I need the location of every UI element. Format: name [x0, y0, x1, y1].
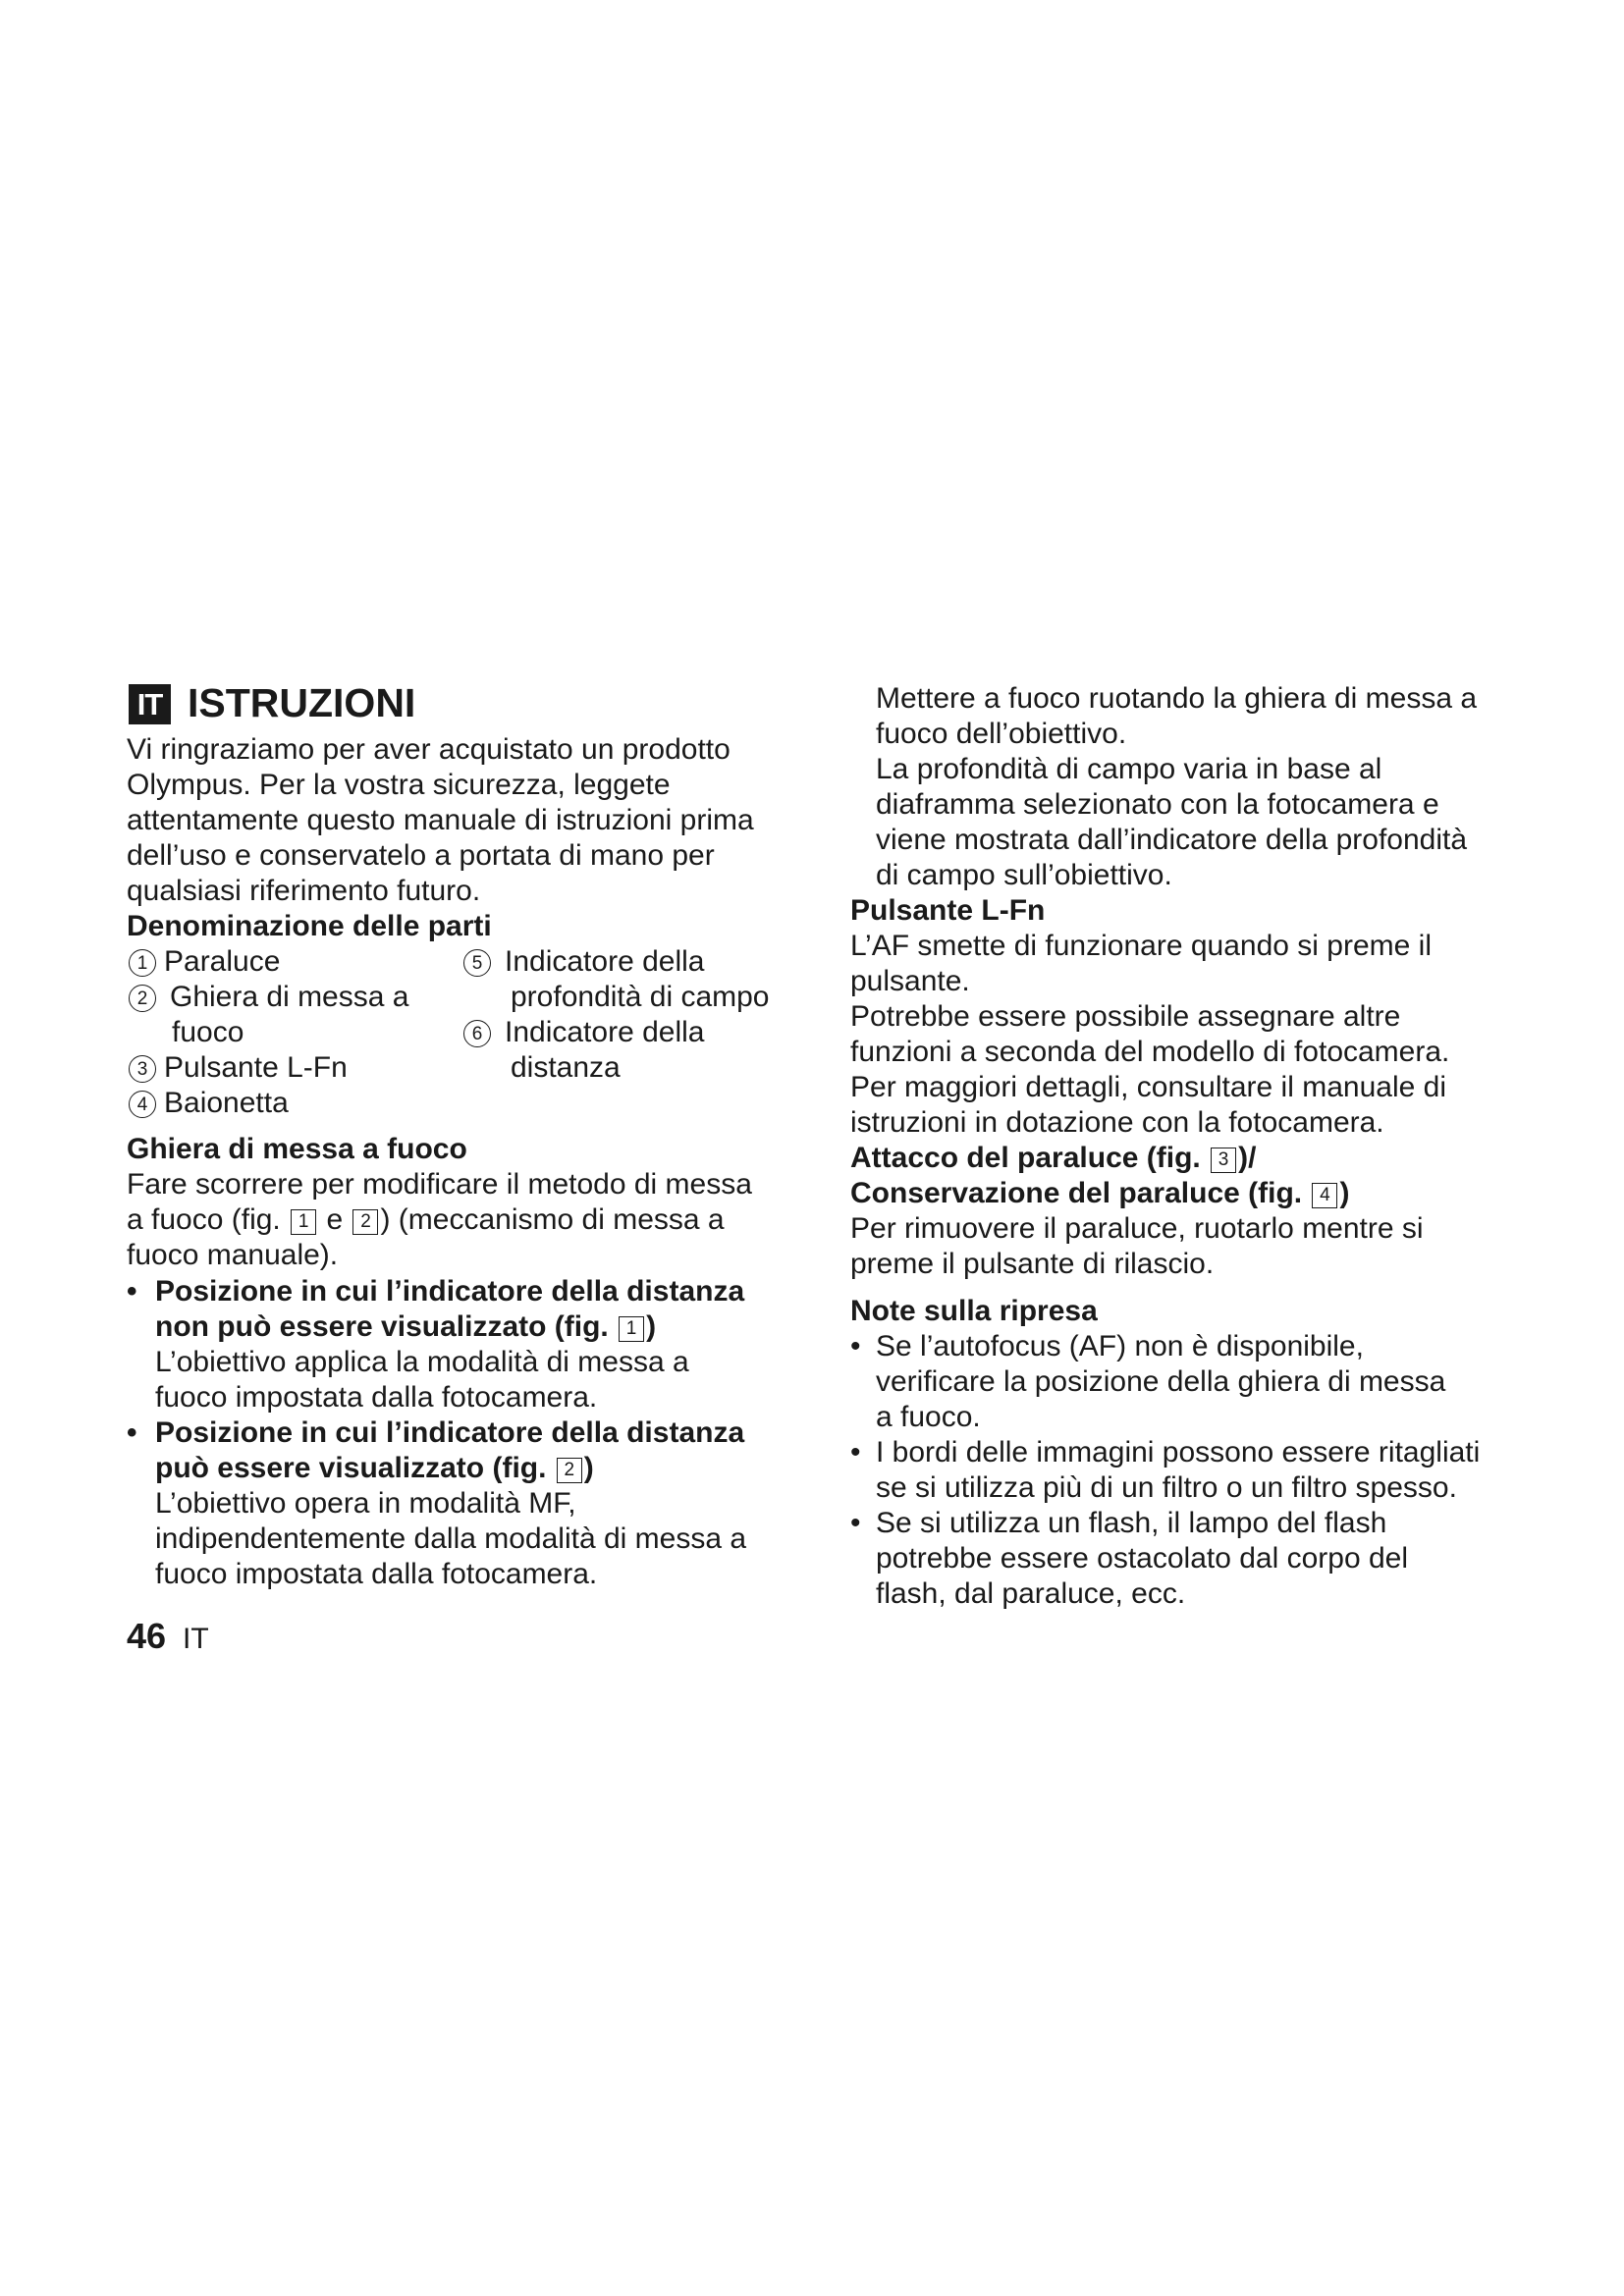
- bullet-body: L’obiettivo applica la modalità di messa a: [155, 1346, 689, 1378]
- text-line: pulsante.: [850, 965, 970, 997]
- intro-line: dell’uso e conservatelo a portata di mano per: [127, 839, 715, 872]
- hood-attach-heading: Attacco del paraluce (fig. 3 )/: [850, 1142, 1257, 1174]
- bullet-body: L’obiettivo opera in modalità MF,: [155, 1487, 576, 1520]
- intro-line: attentamente questo manuale di istruzioni prima: [127, 804, 754, 836]
- part-item-5-cont: profondità di campo: [511, 981, 770, 1013]
- focus-ring-line: fuoco manuale).: [127, 1239, 339, 1271]
- number-6-icon: 6: [463, 1020, 491, 1047]
- bullet-body: fuoco impostata dalla fotocamera.: [155, 1381, 598, 1414]
- bullet-dot: •: [850, 1330, 861, 1362]
- bullet-dot: •: [850, 1436, 861, 1468]
- part-item-1: 1 Paraluce: [129, 944, 280, 980]
- intro-line: Olympus. Per la vostra sicurezza, leggete: [127, 769, 671, 801]
- intro-line: Vi ringraziamo per aver acquistato un prodotto: [127, 733, 731, 766]
- page-language: IT: [183, 1623, 209, 1655]
- figure-3-ref-icon: 3: [1211, 1148, 1236, 1173]
- note-line: verificare la posizione della ghiera di messa: [876, 1365, 1446, 1398]
- figure-4-ref-icon: 4: [1312, 1183, 1337, 1208]
- note-line: Se si utilizza un flash, il lampo del flash: [876, 1507, 1387, 1539]
- figure-1-ref-icon: 1: [291, 1209, 316, 1235]
- number-3-icon: 3: [129, 1055, 156, 1083]
- bullet-body: indipendentemente dalla modalità di messa a: [155, 1522, 747, 1555]
- number-4-icon: 4: [129, 1091, 156, 1118]
- text-line: viene mostrata dall’indicatore della profondità: [876, 824, 1468, 856]
- number-2-icon: 2: [129, 985, 156, 1012]
- text-line: funzioni a seconda del modello di fotocamera.: [850, 1036, 1450, 1068]
- part-item-6-cont: distanza: [511, 1051, 621, 1084]
- part-item-4: 4 Baionetta: [129, 1086, 289, 1121]
- text-line: Mettere a fuoco ruotando la ghiera di messa a: [876, 682, 1478, 715]
- text-line: Per rimuovere il paraluce, ruotarlo mentre si: [850, 1212, 1424, 1245]
- bullet-body: fuoco impostata dalla fotocamera.: [155, 1558, 598, 1590]
- text-line: di campo sull’obiettivo.: [876, 859, 1172, 891]
- bullet-heading: può essere visualizzato (fig. 2 ): [155, 1452, 594, 1484]
- text-line: fuoco dell’obiettivo.: [876, 718, 1127, 750]
- note-line: Se l’autofocus (AF) non è disponibile,: [876, 1330, 1364, 1362]
- text-line: Potrebbe essere possibile assegnare altre: [850, 1000, 1401, 1033]
- intro-line: qualsiasi riferimento futuro.: [127, 875, 481, 907]
- text-line: Per maggiori dettagli, consultare il manuale di: [850, 1071, 1446, 1103]
- number-1-icon: 1: [129, 949, 156, 977]
- text-line: L’AF smette di funzionare quando si preme il: [850, 930, 1432, 962]
- note-line: flash, dal paraluce, ecc.: [876, 1577, 1186, 1610]
- part-item-6: 6 Indicatore della: [463, 1015, 704, 1050]
- lfn-heading: Pulsante L-Fn: [850, 894, 1046, 927]
- figure-2-ref-icon: 2: [557, 1458, 582, 1483]
- page-title: ISTRUZIONI: [188, 680, 416, 725]
- note-line: se si utilizza più di un filtro o un filtro spesso.: [876, 1471, 1457, 1504]
- figure-2-ref-icon: 2: [352, 1209, 378, 1235]
- part-item-5: 5 Indicatore della: [463, 944, 704, 980]
- part-item-3: 3 Pulsante L-Fn: [129, 1050, 348, 1086]
- bullet-dot: •: [127, 1416, 137, 1449]
- focus-ring-line: a fuoco (fig. 1 e 2 ) (meccanismo di messa a: [127, 1203, 725, 1236]
- number-5-icon: 5: [463, 949, 491, 977]
- text-line: La profondità di campo varia in base al: [876, 753, 1382, 785]
- part-item-2-cont: fuoco: [172, 1016, 244, 1048]
- bullet-dot: •: [127, 1275, 137, 1308]
- figure-1-ref-icon: 1: [619, 1316, 644, 1342]
- part-item-2: 2 Ghiera di messa a: [129, 980, 408, 1015]
- focus-ring-line: Fare scorrere per modificare il metodo di messa: [127, 1168, 752, 1201]
- note-line: potrebbe essere ostacolato dal corpo del: [876, 1542, 1409, 1575]
- notes-heading: Note sulla ripresa: [850, 1295, 1098, 1327]
- bullet-heading: non può essere visualizzato (fig. 1 ): [155, 1310, 657, 1343]
- focus-ring-heading: Ghiera di messa a fuoco: [127, 1133, 467, 1165]
- bullet-heading: Posizione in cui l’indicatore della distanza: [155, 1275, 745, 1308]
- text-line: preme il pulsante di rilascio.: [850, 1248, 1215, 1280]
- text-line: istruzioni in dotazione con la fotocamera.: [850, 1106, 1384, 1139]
- note-line: I bordi delle immagini possono essere ritagliati: [876, 1436, 1481, 1468]
- bullet-heading: Posizione in cui l’indicatore della distanza: [155, 1416, 745, 1449]
- page-number: 46: [127, 1616, 167, 1656]
- parts-heading: Denominazione delle parti: [127, 910, 492, 942]
- language-badge: IT: [129, 684, 171, 724]
- hood-storage-heading: Conservazione del paraluce (fig. 4 ): [850, 1177, 1350, 1209]
- note-line: a fuoco.: [876, 1401, 981, 1433]
- text-line: diaframma selezionato con la fotocamera e: [876, 788, 1439, 821]
- bullet-dot: •: [850, 1507, 861, 1539]
